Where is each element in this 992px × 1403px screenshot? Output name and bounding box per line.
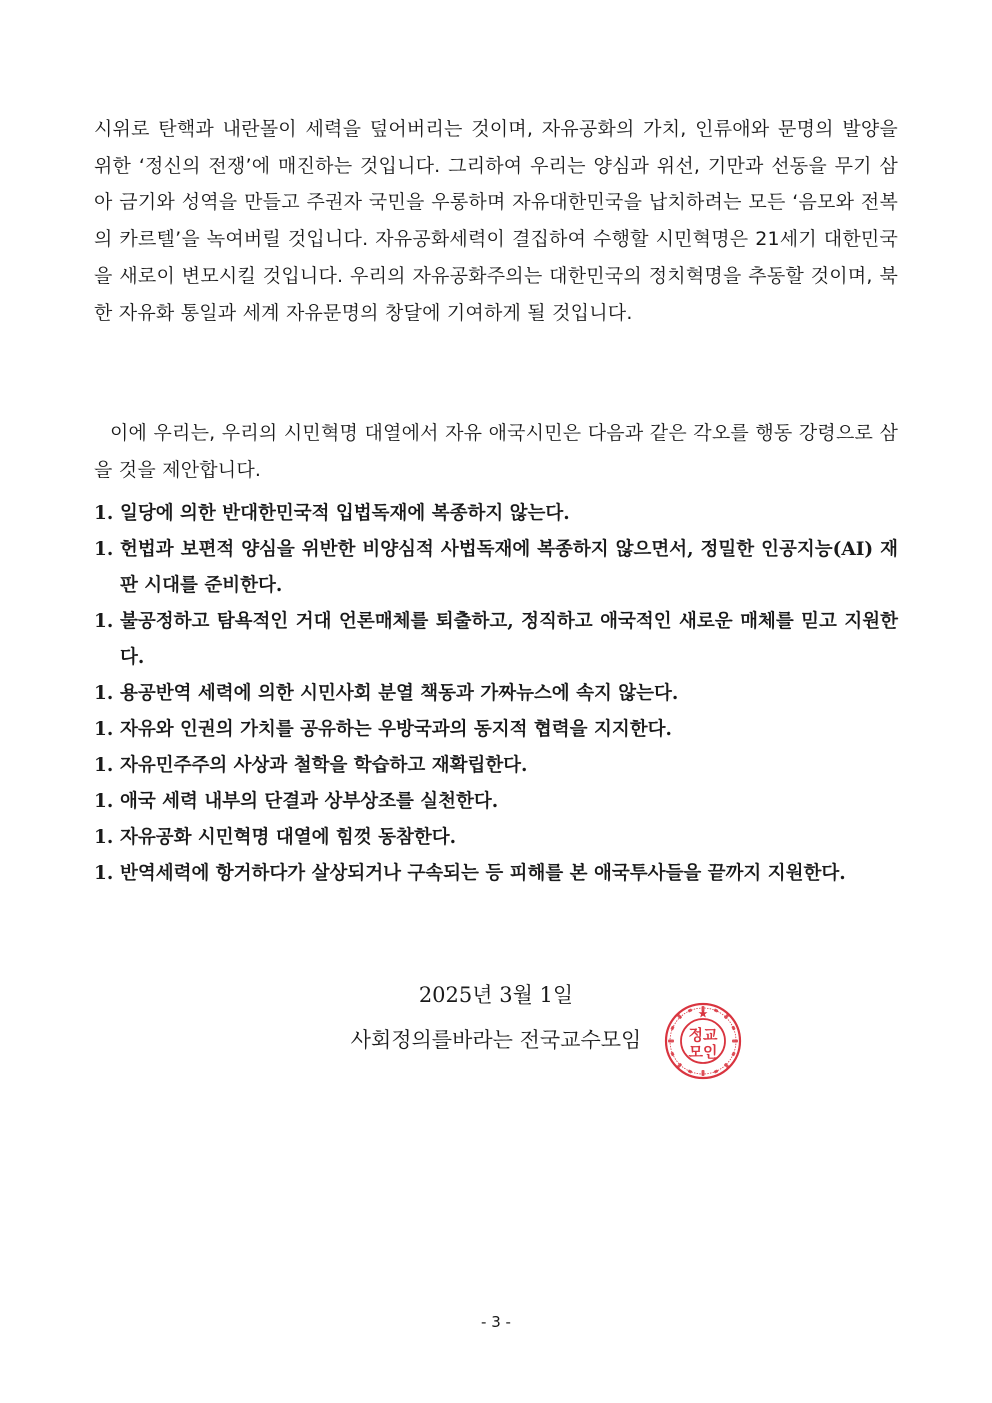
resolution-number: 1. xyxy=(94,683,114,704)
resolution-item xyxy=(94,496,898,532)
signature-date: 2025년 3월 1일 xyxy=(418,983,574,1007)
resolution-number: 1. xyxy=(94,719,114,740)
resolution-text: 헌법과 보편적 양심을 위반한 비양심적 사법독재에 복종하지 않으면서, 정밀한 인공지능(AI) 재판 시대를 준비한다. xyxy=(120,539,898,596)
resolution-text: 자유민주주의 사상과 철학을 학습하고 재확립한다. xyxy=(120,755,528,776)
resolution-item xyxy=(94,784,898,820)
resolution-item xyxy=(94,604,898,676)
resolution-text: 자유공화 시민혁명 대열에 힘껏 동참한다. xyxy=(120,827,457,848)
body-paragraph: 시위로 탄핵과 내란몰이 세력을 덮어버리는 것이며, 자유공화의 가치, 인류애와 문명의 발양을 위한 ‘정신의 전쟁’에 매진하는 것입니다. 그리하여 우리는 양심과 위선, 기만과 선동을 무기 삼아 금기와 성역을 만들고 주권자 국민을 우롱하며 자유대한민국을 납치하려는 모든 ‘음모와 전복의 카르텔’을 녹여버릴 것입니다. 자유공화세력이 결집하여 수행할 시민혁명은 21세기 대한민국을 새로이 변모시킬 것입니다. 우리의 자유공화주의는 대한민국의 정치혁명을 추동할 것이며, 북한 자유화 통일과 세계 자유문명의 창달에 기여하게 될 것입니다. xyxy=(94,118,898,324)
resolution-number: 1. xyxy=(94,611,114,632)
resolution-text: 용공반역 세력에 의한 시민사회 분열 책동과 가짜뉴스에 속지 않는다. xyxy=(120,683,679,704)
resolution-number: 1. xyxy=(94,791,114,812)
resolution-number: 1. xyxy=(94,539,114,560)
resolution-text: 자유와 인권의 가치를 공유하는 우방국과의 동지적 협력을 지지한다. xyxy=(120,719,672,740)
official-seal-icon xyxy=(664,1002,742,1080)
resolution-number: 1. xyxy=(94,863,114,884)
resolution-text: 일당에 의한 반대한민국적 입법독재에 복종하지 않는다. xyxy=(120,503,570,524)
resolution-list xyxy=(94,496,898,892)
resolution-number: 1. xyxy=(94,827,114,848)
seal-star xyxy=(699,1009,708,1018)
resolution-item xyxy=(94,748,898,784)
resolution-item xyxy=(94,712,898,748)
seal-text-top: 정교 xyxy=(688,1026,718,1044)
resolution-text: 반역세력에 항거하다가 살상되거나 구속되는 등 피해를 본 애국투사들을 끝까지 지원한다. xyxy=(120,863,846,884)
signature-organization: 사회정의를바라는 전국교수모임 xyxy=(350,1028,642,1052)
resolution-text: 애국 세력 내부의 단결과 상부상조를 실천한다. xyxy=(120,791,499,812)
intro-paragraph: 이에 우리는, 우리의 시민혁명 대열에서 자유 애국시민은 다음과 같은 각오를 행동 강령으로 삼을 것을 제안합니다. xyxy=(94,422,898,481)
seal-text-bottom: 모인 xyxy=(688,1043,718,1061)
resolution-text: 불공정하고 탐욕적인 거대 언론매체를 퇴출하고, 정직하고 애국적인 새로운 매체를 믿고 지원한다. xyxy=(120,611,898,668)
page-number: - 3 - xyxy=(481,1313,511,1331)
resolution-item xyxy=(94,532,898,604)
resolution-item xyxy=(94,856,898,892)
resolution-item xyxy=(94,820,898,856)
resolution-item xyxy=(94,676,898,712)
resolution-number: 1. xyxy=(94,755,114,776)
resolution-number: 1. xyxy=(94,503,114,524)
